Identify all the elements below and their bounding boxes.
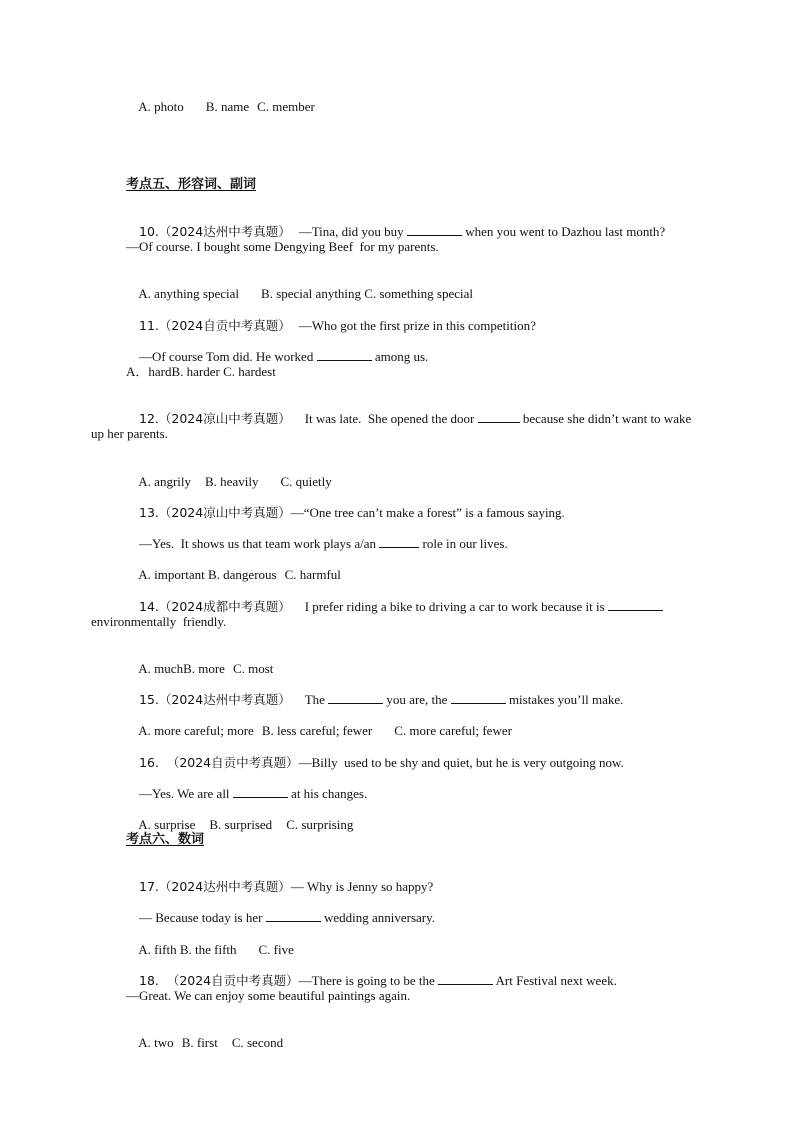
options-line	[126, 83, 315, 131]
section-heading: 考点六、数词	[126, 832, 205, 847]
option-b: B. name	[205, 99, 250, 114]
answer-blank	[379, 536, 419, 548]
option-c: C. harmful	[284, 567, 341, 582]
option-a: A. anything special	[138, 286, 240, 301]
question-number: 10.（2024达州中考真题）	[139, 224, 291, 239]
option-a: A. photo	[138, 99, 184, 114]
option-a-b: A. muchB. more	[138, 661, 225, 676]
option-c: C. more careful; fewer	[394, 723, 512, 738]
question-number: 12.（2024凉山中考真题）	[139, 411, 291, 426]
options-line	[126, 1019, 283, 1067]
option-c: C. member	[257, 99, 315, 114]
question-14: 14.（2024成都中考真题） I prefer riding a bike to driving a car to work because it is	[126, 583, 663, 631]
question-12: 12.（2024凉山中考真题） It was late. She opened the door because she didn’t want to wake	[139, 411, 692, 426]
option-a: A. more careful; more	[138, 723, 254, 738]
question-text: —Of course Tom did. He worked among us.	[139, 349, 429, 364]
answer-blank	[233, 786, 288, 798]
answer-blank	[407, 224, 462, 236]
options-line: A．hardB. harder C. hardest	[126, 364, 276, 379]
question-number: 15.（2024达州中考真题）	[139, 692, 291, 707]
option-b: B. surprised	[209, 817, 273, 832]
question-text: up her parents.	[91, 426, 168, 441]
question-17: 17.（2024达州中考真题）— Why is Jenny so happy?	[139, 879, 434, 894]
question-15: 15.（2024达州中考真题） The you are, the mistakes you’ll make.	[139, 692, 624, 707]
option-a: A. fifth	[138, 942, 177, 957]
question-number: 16. （2024自贡中考真题）	[139, 755, 299, 770]
answer-blank	[266, 910, 321, 922]
question-18: 18. （2024自贡中考真题）—There is going to be the Art Festival next week.	[139, 973, 617, 988]
option-c: C. most	[232, 661, 274, 676]
option-b: B. dangerous	[207, 567, 277, 582]
option-a: A. two	[138, 1035, 174, 1050]
question-16: 16. （2024自贡中考真题）—Billy used to be shy and quiet, but he is very outgoing now.	[139, 755, 624, 770]
question-number: 11.（2024自贡中考真题）	[139, 318, 291, 333]
answer-blank	[328, 692, 383, 704]
option-b: B. special anything	[261, 286, 362, 301]
question-number: 14.（2024成都中考真题）	[139, 599, 291, 614]
question-text: —Great. We can enjoy some beautiful paintings again.	[126, 988, 411, 1003]
question-number: 17.（2024达州中考真题）	[139, 879, 291, 894]
question-11: 11.（2024自贡中考真题） —Who got the first prize in this competition?	[139, 318, 536, 333]
answer-blank	[451, 692, 506, 704]
option-b: B. the fifth	[179, 942, 237, 957]
answer-blank	[317, 349, 372, 361]
question-text: —Yes. It shows us that team work plays a/an role in our lives.	[139, 536, 508, 551]
answer-blank	[608, 599, 663, 611]
question-number: 13.（2024凉山中考真题）	[139, 505, 291, 520]
answer-blank	[478, 411, 520, 423]
question-10: 10.（2024达州中考真题） —Tina, did you buy when you went to Dazhou last month?	[139, 224, 666, 239]
answer-blank	[438, 973, 493, 985]
option-a: A. angrily	[138, 474, 192, 489]
question-text: — Because today is her wedding anniversary.	[139, 910, 436, 925]
option-c: C. quietly	[280, 474, 332, 489]
option-a: A. surprise	[138, 817, 196, 832]
question-text: environmentally friendly.	[91, 614, 227, 629]
option-a: A. important	[138, 567, 205, 582]
question-13: 13.（2024凉山中考真题）—“One tree can’t make a forest” is a famous saying.	[139, 505, 565, 520]
question-text: —Of course. I bought some Dengying Beef for my parents.	[126, 239, 439, 254]
option-c: C. five	[258, 942, 294, 957]
option-b: B. first	[181, 1035, 218, 1050]
option-c: C. something special	[364, 286, 473, 301]
option-b: B. less careful; fewer	[261, 723, 373, 738]
option-c: C. surprising	[286, 817, 354, 832]
section-heading: 考点五、形容词、副词	[126, 177, 257, 192]
question-number: 18. （2024自贡中考真题）	[139, 973, 299, 988]
question-text: —Yes. We are all at his changes.	[139, 786, 368, 801]
option-b: B. heavily	[205, 474, 259, 489]
option-c: C. second	[231, 1035, 284, 1050]
